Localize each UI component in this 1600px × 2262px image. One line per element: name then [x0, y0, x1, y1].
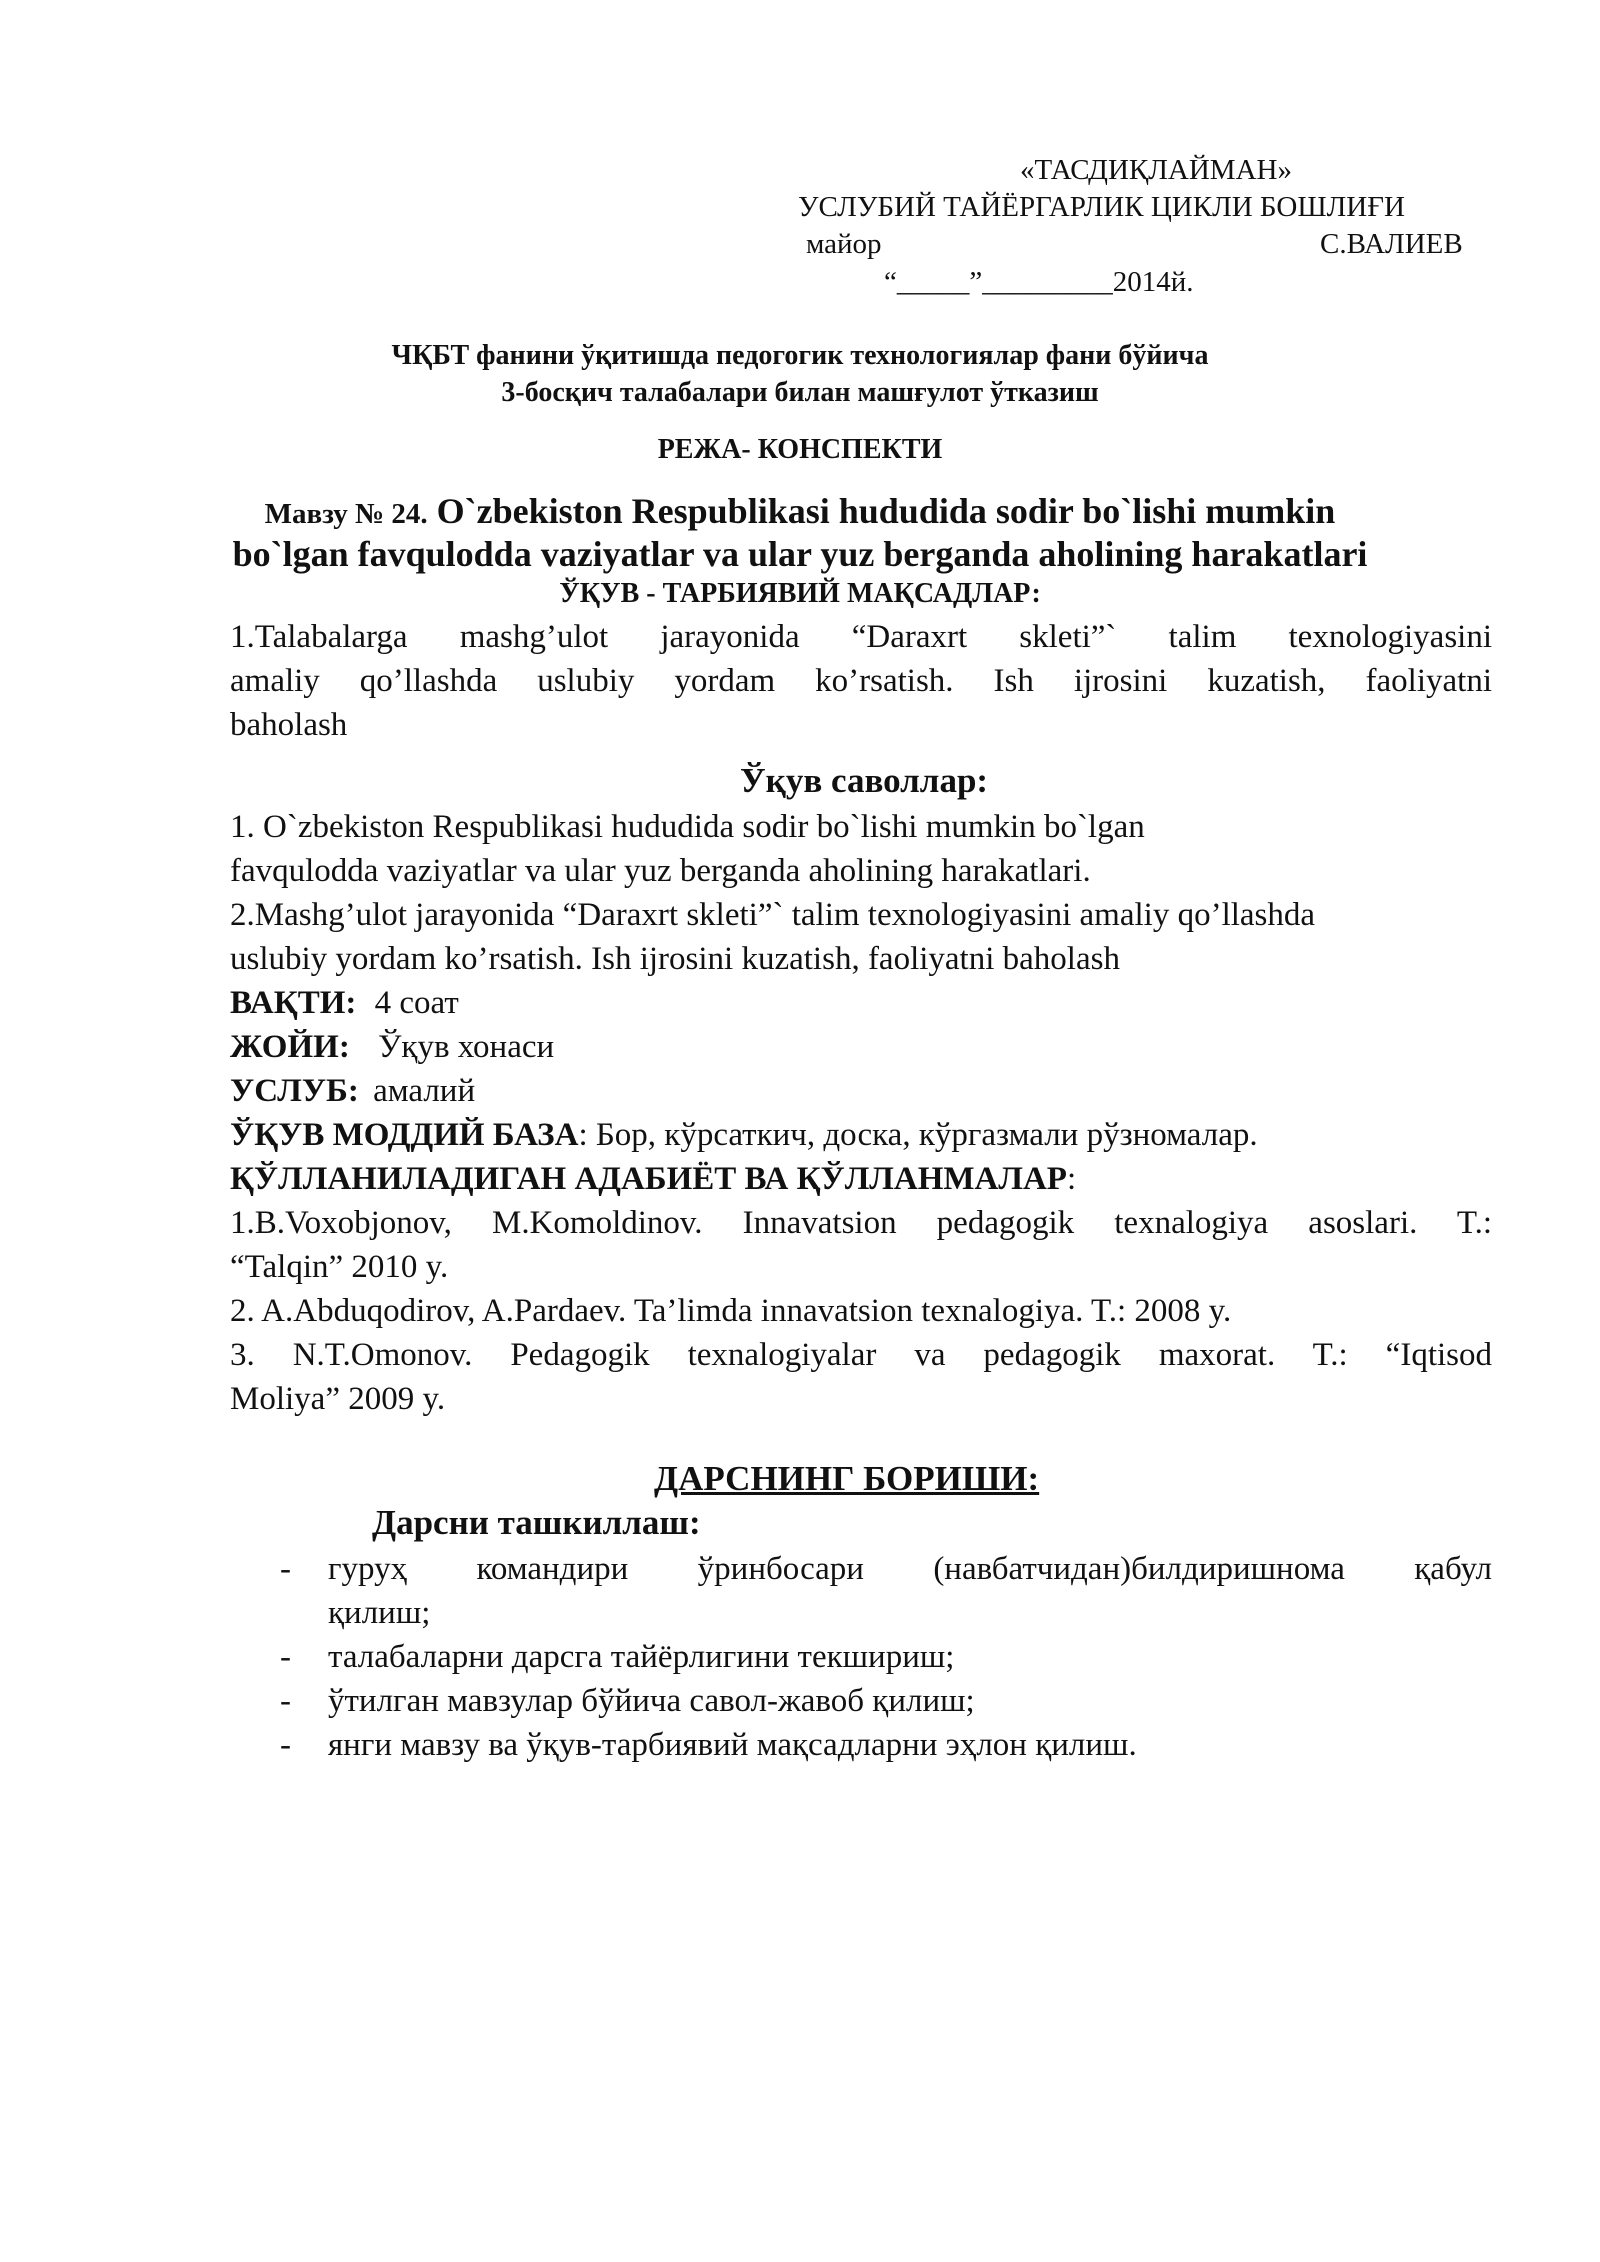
bullet-item-1-line-1: гуруҳ командири ўринбосари (навбатчидан)билдиришнома қабул — [328, 1551, 1492, 1587]
goals-line-3: baholash — [230, 707, 348, 743]
literature-item-1-line-1: 1.B.Voxobjonov, M.Komoldinov. Innavatsion pedagogik texnalogiya asoslari. T.: — [230, 1205, 1492, 1241]
material-row — [230, 1113, 1258, 1157]
literature-item-3-line-1: 3. N.T.Omonov. Pedagogik texnalogiyalar va pedagogik maxorat. T.: “Iqtisod — [230, 1337, 1492, 1373]
topic-line-1 — [0, 490, 1600, 532]
material-value: : Бор, кўрсаткич, доска, кўргазмали рўзномалар. — [578, 1117, 1258, 1153]
topic-line-2: bo`lgan favqulodda vaziyatlar va ular yuz berganda aholining harakatlari — [232, 534, 1368, 574]
bullet-dash-3: - — [280, 1683, 291, 1719]
approval-title: «ТАСДИҚЛАЙМАН» — [1020, 154, 1292, 186]
bullet-item-4: янги мавзу ва ўқув-тарбиявий мақсадларни эҳлон қилиш. — [328, 1727, 1137, 1763]
question-1-line-2: favqulodda vaziyatlar va ular yuz berganda aholining harakatlari. — [230, 853, 1091, 889]
question-2-line-1: 2.Mashg’ulot jarayonida “Daraxrt skleti”` talim texnologiyasini amaliy qo’llashda — [230, 897, 1316, 933]
bullet-item-2: талабаларни дарсга тайёрлигини текшириш; — [328, 1639, 955, 1675]
approval-position: УСЛУБИЙ ТАЙЁРГАРЛИК ЦИКЛИ БОШЛИҒИ — [798, 191, 1405, 223]
time-value: 4 соат — [374, 985, 459, 1021]
header-line-1: ЧҚБТ фанини ўқитишда педогогик технологиялар фани бўйича — [391, 340, 1209, 371]
literature-heading-row — [230, 1157, 1076, 1201]
method-label: УСЛУБ: — [230, 1073, 359, 1109]
literature-item-3-line-2: Moliya” 2009 y. — [230, 1381, 446, 1417]
literature-item-1-line-2: “Talqin” 2010 y. — [230, 1249, 449, 1285]
method-value: амалий — [373, 1073, 476, 1109]
header-line-2: 3-босқич талабалари билан машғулот ўтказиш — [501, 377, 1099, 408]
question-2-line-2: uslubiy yordam ko’rsatish. Ish ijrosini kuzatish, faoliyatni baholash — [230, 941, 1120, 977]
time-row — [230, 981, 459, 1025]
bullet-dash-2: - — [280, 1639, 291, 1675]
goals-heading: ЎҚУВ - ТАРБИЯВИЙ МАҚСАДЛАР: — [559, 578, 1041, 609]
questions-heading: Ўқув саволлар: — [740, 761, 989, 800]
topic-prefix: Мавзу № 24. — [264, 498, 428, 530]
place-label: ЖОЙИ: — [230, 1029, 350, 1065]
time-label: ВАҚТИ: — [230, 985, 357, 1021]
lesson-heading: ДАРСНИНГ БОРИШИ: — [654, 1459, 1040, 1498]
goals-line-2: amaliy qo’llashda uslubiy yordam ko’rsatish. Ish ijrosini kuzatish, faoliyatni — [230, 663, 1492, 699]
topic-title-part-1: O`zbekiston Respublikasi hududida sodir bo`lishi mumkin — [427, 491, 1336, 531]
approval-name: С.ВАЛИЕВ — [1320, 228, 1463, 260]
place-row — [230, 1025, 554, 1069]
goals-line-1: 1.Talabalarga mashg’ulot jarayonida “Daraxrt skleti”` talim texnologiyasini — [230, 619, 1492, 655]
literature-colon: : — [1066, 1161, 1077, 1197]
bullet-dash-1: - — [280, 1551, 291, 1587]
literature-item-2: 2. A.Abduqodirov, A.Pardaev. Ta’limda innavatsion texnalogiya. T.: 2008 y. — [230, 1293, 1232, 1329]
bullet-item-1-line-2: қилиш; — [328, 1595, 431, 1631]
literature-heading: ҚЎЛЛАНИЛАДИГАН АДАБИЁТ ВА ҚЎЛЛАНМАЛАР — [230, 1161, 1067, 1197]
doc-type-title: РЕЖА- КОНСПЕКТИ — [657, 434, 943, 465]
question-1-line-1: 1. O`zbekiston Respublikasi hududida sodir bo`lishi mumkin bo`lgan — [230, 809, 1145, 845]
bullet-item-3: ўтилган мавзулар бўйича савол-жавоб қилиш; — [328, 1683, 975, 1719]
material-label: ЎҚУВ МОДДИЙ БАЗА — [230, 1117, 579, 1153]
method-row — [230, 1069, 475, 1113]
approval-date: “_____”_________2014й. — [884, 266, 1194, 298]
bullet-dash-4: - — [280, 1727, 291, 1763]
lesson-subheading: Дарсни ташкиллаш: — [372, 1503, 701, 1542]
approval-rank: майор — [806, 228, 882, 260]
place-value: Ўқув хонаси — [378, 1029, 555, 1065]
